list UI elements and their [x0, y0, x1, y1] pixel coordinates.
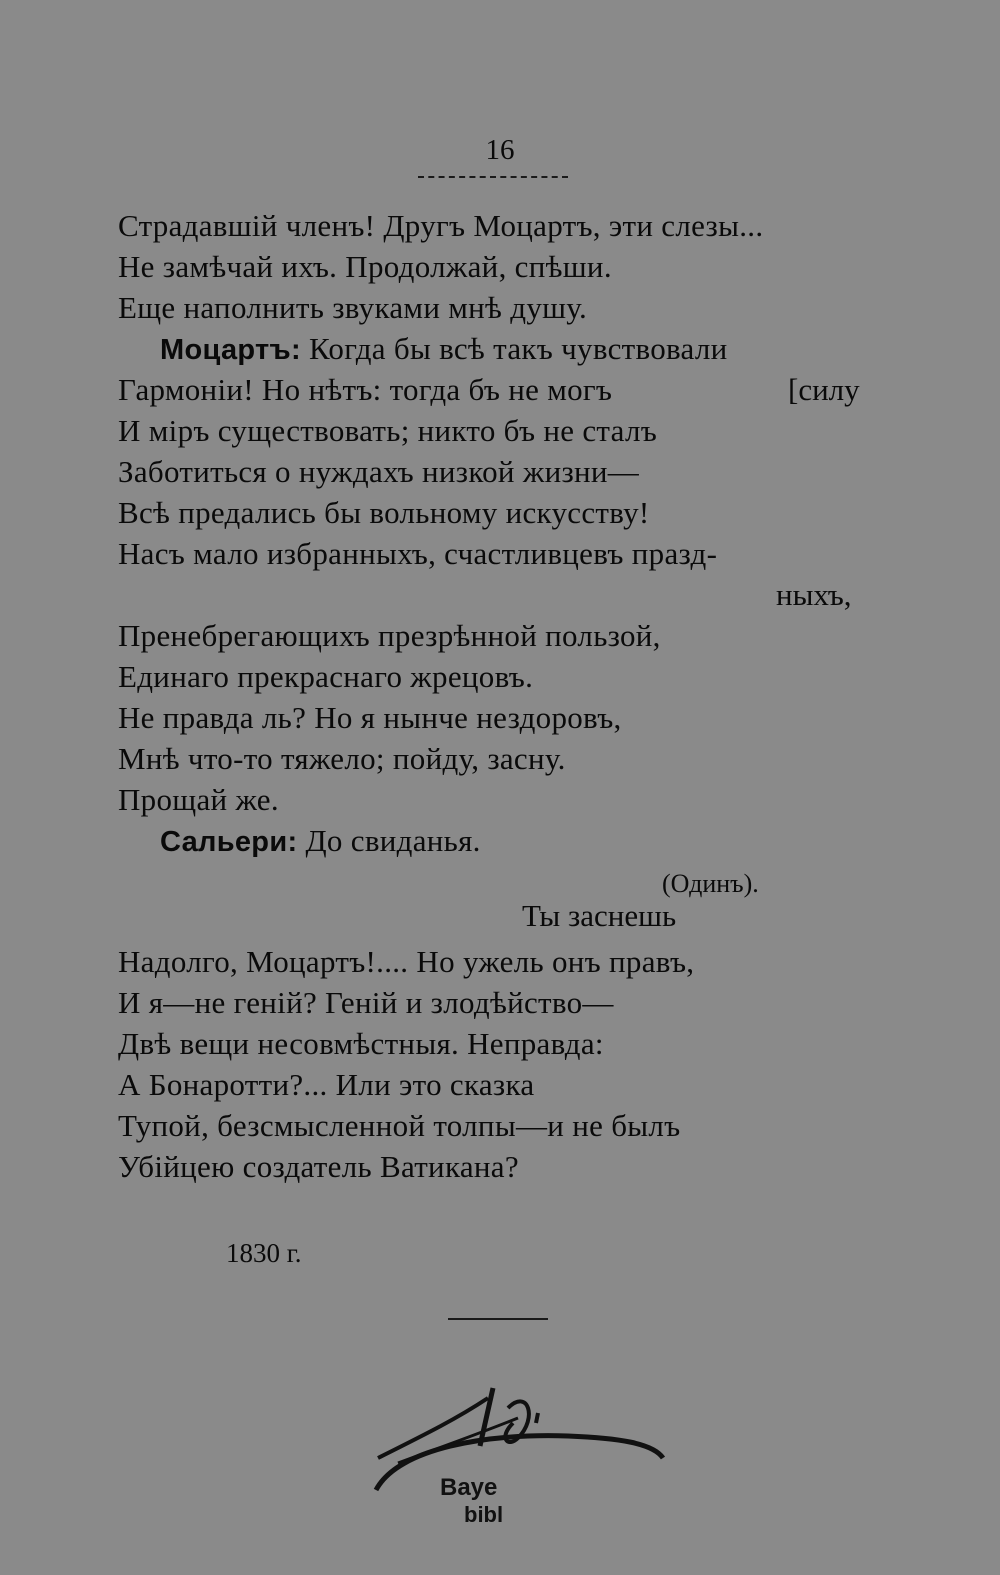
verse-line: Прощай же.	[118, 782, 279, 817]
verse-line: И міръ существовать; никто бъ не сталъ	[118, 413, 658, 448]
overflow-word: [силу	[788, 372, 860, 407]
verse-line: Убійцею создатель Ватикана?	[118, 1149, 519, 1184]
library-stamp	[368, 1378, 668, 1538]
verse-line: Пренебрегающихъ презрѣнной пользой,	[118, 618, 661, 653]
verse-line: Не правда ль? Но я нынче нездоровъ,	[118, 700, 622, 735]
verse-line: И я—не геній? Геній и злодѣйство—	[118, 985, 614, 1020]
verse-line: А Бонаротти?... Или это сказка	[118, 1067, 535, 1102]
salieri-speech-start	[160, 823, 481, 860]
verse-line: Двѣ вещи несовмѣстныя. Неправда:	[118, 1026, 604, 1061]
verse-line-continuation: ныхъ,	[776, 577, 852, 612]
verse-line: Страдавшій членъ! Другъ Моцартъ, эти слезы...	[118, 208, 764, 243]
page-number: 16	[485, 134, 515, 166]
verse-line: Заботиться о нуждахъ низкой жизни—	[118, 454, 640, 489]
footer-rule	[448, 1318, 548, 1320]
stamp-text-line2: bibl	[464, 1502, 504, 1527]
verse-line: Надолго, Моцартъ!.... Но ужель онъ правъ,	[118, 944, 695, 979]
verse-line: Не замѣчай ихъ. Продолжай, спѣши.	[118, 249, 612, 284]
verse-line: Мнѣ что-то тяжело; пойду, засну.	[118, 741, 566, 776]
speaker-mozart: Моцартъ:	[160, 334, 301, 366]
verse-text: Когда бы всѣ такъ чувствовали	[308, 331, 728, 366]
header-rule	[418, 176, 568, 178]
verse-line: Гармоніи! Но нѣтъ: тогда бъ не могъ	[118, 372, 613, 407]
speaker-salieri: Сальери:	[160, 826, 298, 858]
verse-line-continuation: Ты заснешь	[522, 898, 677, 933]
verse-line: Еще наполнить звуками мнѣ душу.	[118, 290, 588, 325]
verse-line: Тупой, безсмысленной толпы—и не былъ	[118, 1108, 681, 1143]
date: 1830 г.	[226, 1238, 302, 1268]
mozart-speech-start	[160, 331, 728, 368]
verse-line: Насъ мало избранныхъ, счастливцевъ празд-	[118, 536, 718, 571]
verse-line: Единаго прекраснаго жрецовъ.	[118, 659, 534, 694]
stamp-text-line1: Baye	[440, 1474, 498, 1501]
verse-line: Всѣ предались бы вольному искусству!	[118, 495, 650, 530]
verse-text: До свиданья.	[305, 823, 481, 858]
signature-mark	[368, 1378, 668, 1538]
stage-direction: (Одинъ).	[662, 869, 759, 898]
